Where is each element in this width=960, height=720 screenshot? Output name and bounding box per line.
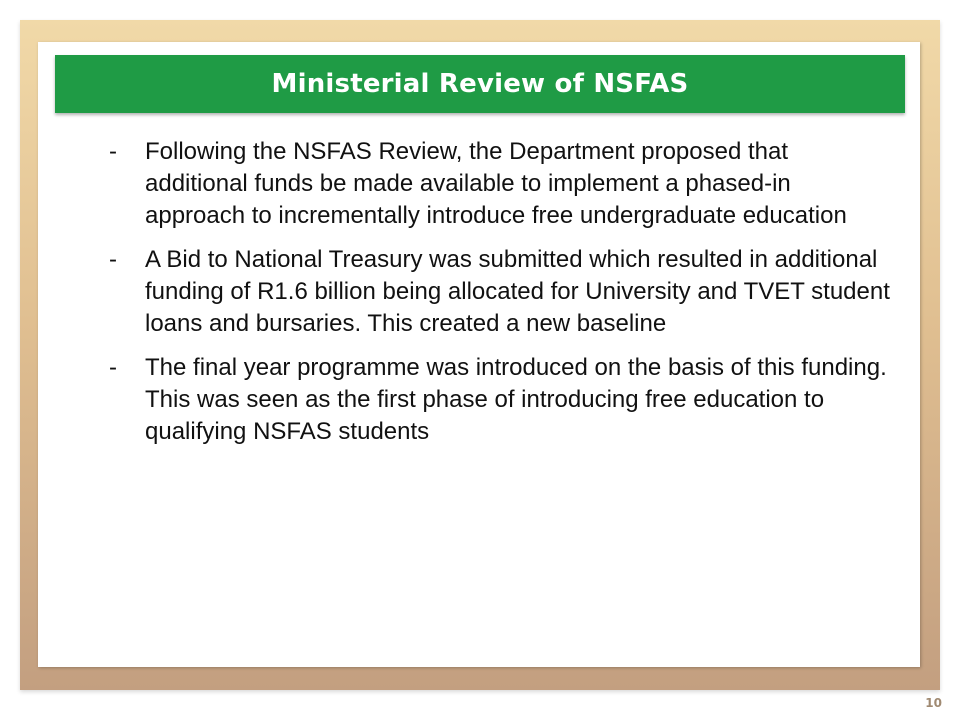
title-bar bbox=[55, 55, 905, 113]
bullet-marker: - bbox=[109, 246, 117, 273]
bullet-marker: - bbox=[109, 138, 117, 165]
slide-title: Ministerial Review of NSFAS bbox=[271, 69, 689, 99]
bullet-item bbox=[105, 244, 895, 340]
bullet-text: A Bid to National Treasury was submitted which resulted in additional funding of R1.6 billion being allocated for University and TVET student loans and bursaries. This created a new baseline bbox=[145, 246, 890, 337]
bullet-text: Following the NSFAS Review, the Department proposed that additional funds be made available to implement a phased-in approach to incrementally introduce free undergraduate education bbox=[145, 138, 847, 229]
bullet-item bbox=[105, 136, 895, 232]
bullet-item bbox=[105, 352, 895, 448]
bullet-marker: - bbox=[109, 354, 117, 381]
bullet-text: The final year programme was introduced on the basis of this funding. This was seen as the first phase of introducing free education to qualifying NSFAS students bbox=[145, 354, 887, 445]
page-number: 10 bbox=[925, 696, 942, 710]
bullet-list bbox=[105, 136, 895, 460]
